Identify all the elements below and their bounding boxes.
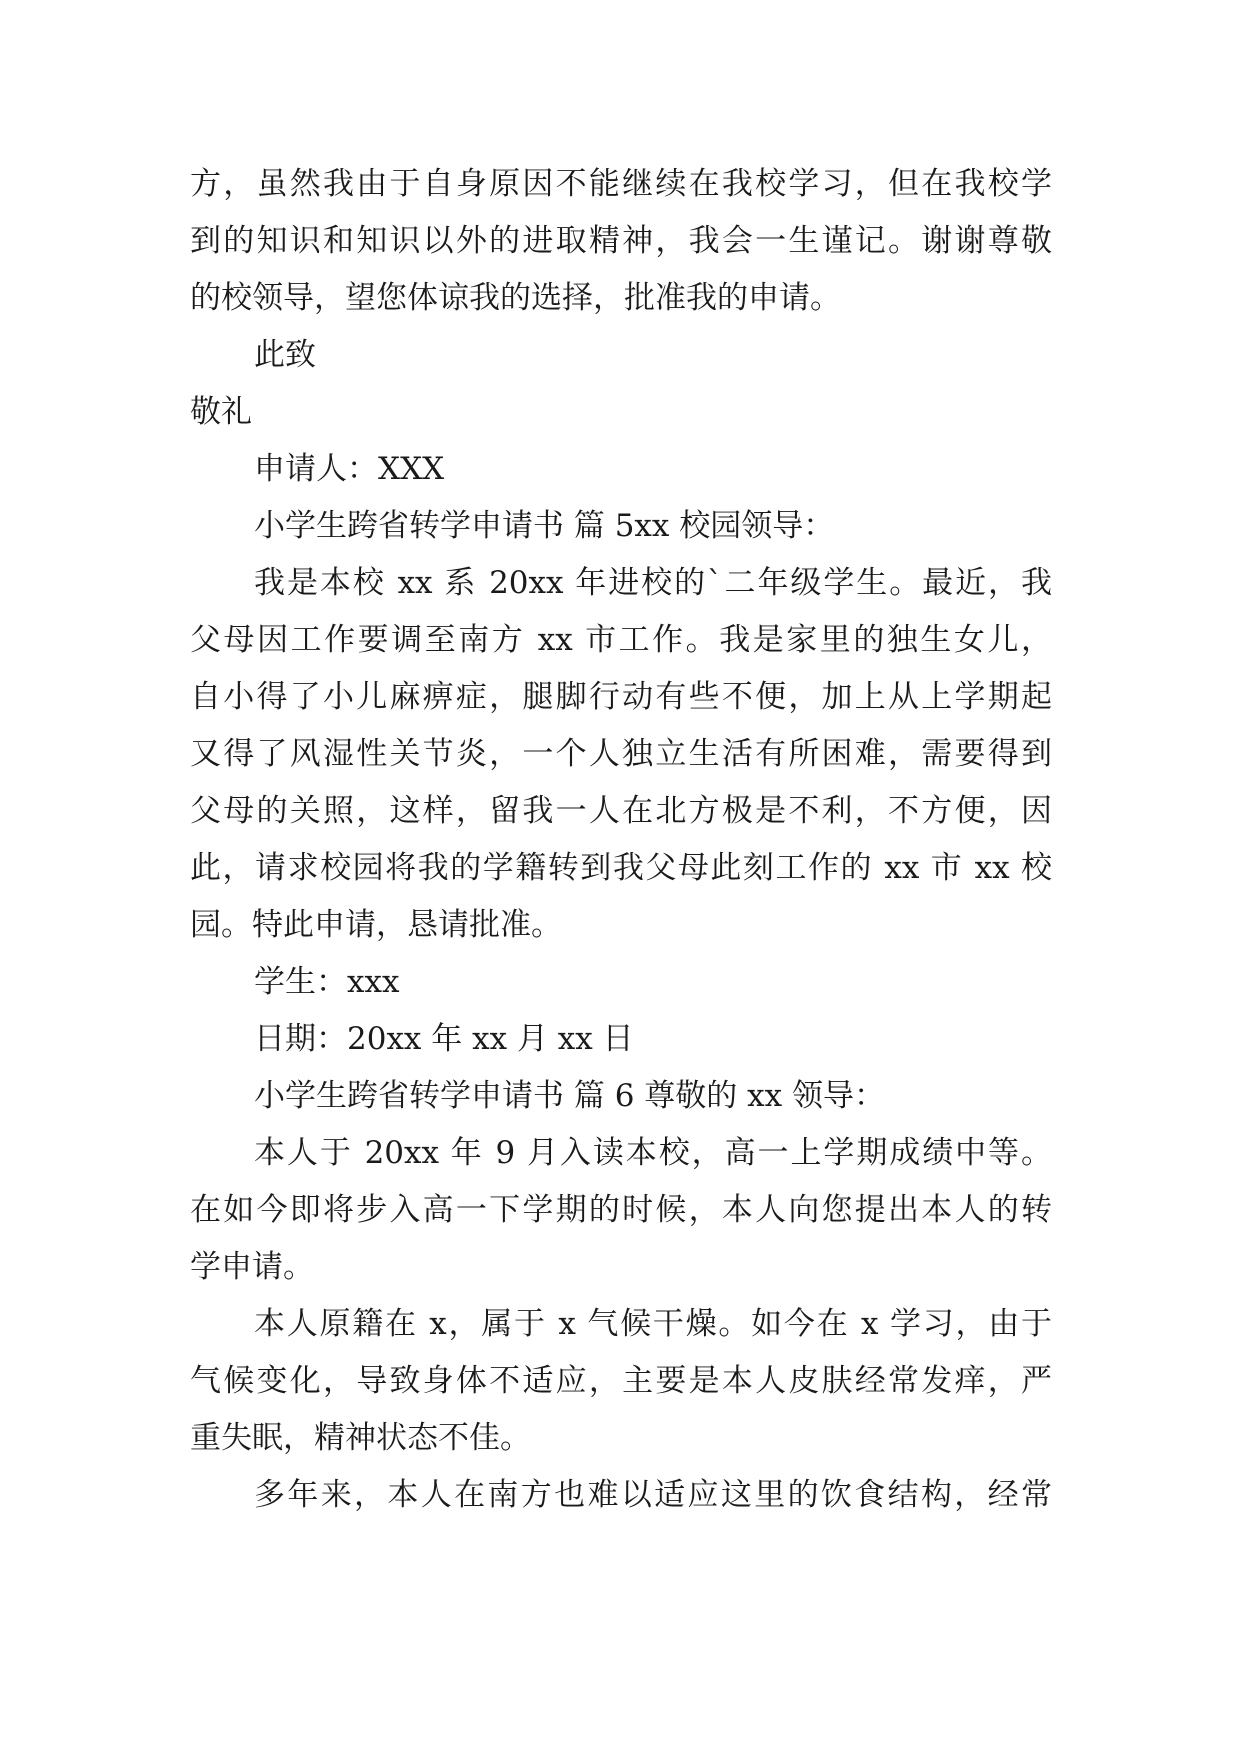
body-text-line: 学申请。 [190, 1249, 314, 1285]
body-text-line: 我是本校 xx 系 20xx 年进校的`二年级学生。最近，我 [254, 565, 1052, 601]
section-heading: 小学生跨省转学申请书 篇 6 尊敬的 xx 领导： [254, 1078, 885, 1114]
body-text-line: 父母的关照，这样，留我一人在北方极是不利，不方便，因 [190, 793, 1052, 829]
body-text-line: 父母因工作要调至南方 xx 市工作。我是家里的独生女儿， [190, 622, 1052, 658]
body-text-line: 又得了风湿性关节炎，一个人独立生活有所困难，需要得到 [190, 736, 1052, 772]
section-heading: 小学生跨省转学申请书 篇 5xx 校园领导： [254, 508, 835, 544]
body-text-line: 自小得了小儿麻痹症，腿脚行动有些不便，加上从上学期起 [190, 679, 1052, 715]
body-text-line: 到的知识和知识以外的进取精神，我会一生谨记。谢谢尊敬 [190, 223, 1052, 259]
body-text-line: 的校领导，望您体谅我的选择，批准我的申请。 [190, 280, 841, 316]
closing-regards: 敬礼 [190, 394, 252, 430]
body-text-line: 重失眠，精神状态不佳。 [190, 1420, 531, 1456]
body-text-line: 本人原籍在 x，属于 x 气候干燥。如今在 x 学习，由于 [254, 1306, 1052, 1342]
body-text-line: 方，虽然我由于自身原因不能继续在我校学习，但在我校学 [190, 166, 1052, 202]
body-text-line: 在如今即将步入高一下学期的时候，本人向您提出本人的转 [190, 1192, 1052, 1228]
date-line: 日期：20xx 年 xx 月 xx 日 [254, 1021, 634, 1057]
student-signature: 学生：xxx [254, 964, 400, 1000]
body-text-line: 此，请求校园将我的学籍转到我父母此刻工作的 xx 市 xx 校 [190, 850, 1052, 886]
body-text-line: 园。特此申请，恳请批准。 [190, 907, 562, 943]
closing-salutation: 此致 [254, 337, 316, 373]
body-text-line: 本人于 20xx 年 9 月入读本校，高一上学期成绩中等。 [254, 1135, 1052, 1171]
applicant-signature: 申请人：XXX [254, 451, 445, 487]
body-text-line: 多年来，本人在南方也难以适应这里的饮食结构，经常 [254, 1477, 1052, 1513]
body-text-line: 气候变化，导致身体不适应，主要是本人皮肤经常发痒，严 [190, 1363, 1052, 1399]
